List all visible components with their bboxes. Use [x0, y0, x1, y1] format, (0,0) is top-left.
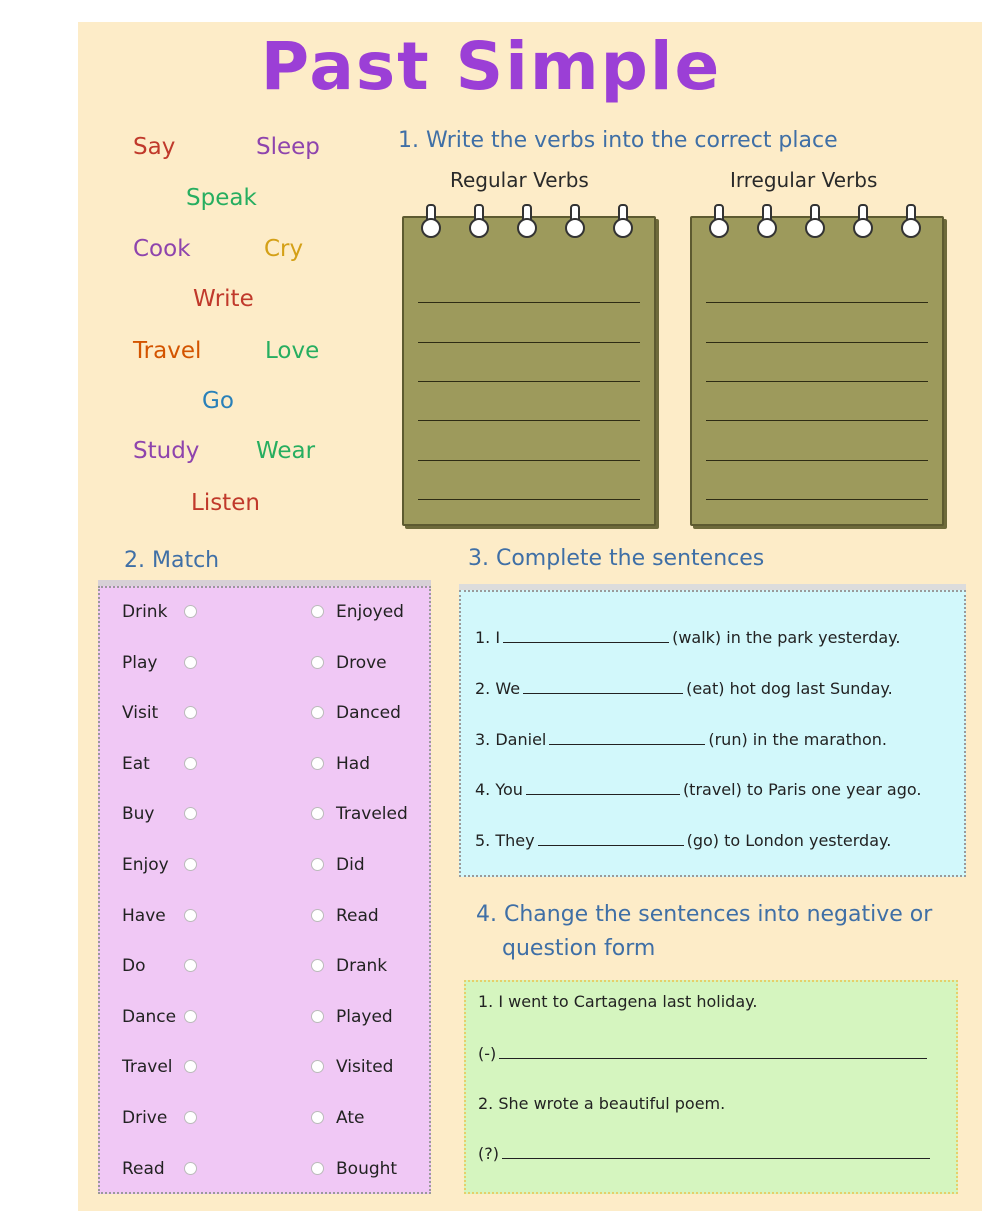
transform-box: [464, 980, 958, 1194]
ring-icon: [516, 204, 538, 238]
match-left-item: Visit: [122, 703, 159, 724]
answer-line[interactable]: [418, 499, 640, 500]
match-right-item: Danced: [336, 703, 401, 724]
ring-icon: [612, 204, 634, 238]
blank-input[interactable]: [523, 679, 683, 694]
match-left-item: Play: [122, 652, 158, 673]
match-left-item: Drink: [122, 602, 168, 622]
answer-line[interactable]: [706, 460, 928, 461]
word-speak: Speak: [186, 185, 257, 211]
word-wear: Wear: [256, 438, 316, 464]
ring-icon: [900, 204, 922, 238]
match-right-radio[interactable]: [311, 909, 324, 922]
answer-line[interactable]: [706, 420, 928, 421]
match-right-radio[interactable]: [311, 656, 324, 669]
sentence-3: 3. Daniel (run) in the marathon.: [475, 730, 888, 749]
word-study: Study: [133, 438, 200, 464]
prompt-item-2: (?): [478, 1144, 933, 1163]
match-right-item: Drove: [336, 652, 387, 673]
ring-icon: [708, 204, 730, 238]
match-right-radio[interactable]: [311, 706, 324, 719]
sentence-item-1: 1. I went to Cartagena last holiday.: [478, 992, 758, 1011]
match-left-radio[interactable]: [184, 757, 197, 770]
ring-icon: [564, 204, 586, 238]
complete-box: [459, 590, 966, 877]
answer-line[interactable]: [418, 381, 640, 382]
word-sleep: Sleep: [256, 134, 320, 160]
match-left-radio[interactable]: [184, 1010, 197, 1023]
match-right-radio[interactable]: [311, 858, 324, 871]
match-left-item: Have: [122, 905, 166, 926]
sentence-5: 5. They (go) to London yesterday.: [475, 831, 892, 850]
answer-line[interactable]: [418, 342, 640, 343]
match-left-radio[interactable]: [184, 858, 197, 871]
blank-input[interactable]: [526, 780, 680, 795]
ring-icon: [804, 204, 826, 238]
match-left-item: Drive: [122, 1108, 168, 1128]
match-left-item: Travel: [122, 1057, 173, 1078]
blank-input[interactable]: [503, 628, 669, 643]
match-right-item: Read: [336, 905, 379, 926]
page-title: Past Simple: [260, 28, 722, 105]
exercise4-heading-line2: question form: [502, 936, 656, 961]
word-cook: Cook: [133, 236, 191, 262]
match-left-radio[interactable]: [184, 605, 197, 618]
irregular-verbs-label: Irregular Verbs: [730, 168, 878, 192]
blank-input[interactable]: [538, 831, 684, 846]
match-right-radio[interactable]: [311, 605, 324, 618]
match-right-item: Enjoyed: [336, 602, 404, 622]
sentence-1: 1. I (walk) in the park yesterday.: [475, 628, 901, 647]
match-right-radio[interactable]: [311, 1010, 324, 1023]
word-listen: Listen: [191, 490, 260, 516]
answer-line[interactable]: [418, 302, 640, 303]
word-write: Write: [193, 286, 254, 312]
match-left-radio[interactable]: [184, 807, 197, 820]
regular-verbs-label: Regular Verbs: [450, 168, 589, 192]
answer-line[interactable]: [418, 420, 640, 421]
answer-input[interactable]: [499, 1044, 927, 1059]
exercise4-heading-line1: 4. Change the sentences into negative or: [476, 902, 933, 927]
match-right-radio[interactable]: [311, 1162, 324, 1175]
answer-line[interactable]: [706, 342, 928, 343]
word-love: Love: [265, 338, 320, 364]
match-left-item: Read: [122, 1158, 165, 1179]
match-left-item: Do: [122, 956, 146, 977]
match-left-item: Buy: [122, 804, 155, 825]
match-left-radio[interactable]: [184, 656, 197, 669]
ring-icon: [420, 204, 442, 238]
match-left-radio[interactable]: [184, 1111, 197, 1124]
answer-input[interactable]: [502, 1144, 930, 1159]
sentence-4: 4. You (travel) to Paris one year ago.: [475, 780, 922, 799]
ring-icon: [852, 204, 874, 238]
match-left-item: Enjoy: [122, 855, 169, 875]
match-right-item: Visited: [336, 1057, 394, 1078]
word-travel: Travel: [133, 338, 202, 364]
match-left-item: Eat: [122, 753, 150, 774]
match-right-item: Traveled: [336, 804, 408, 825]
prompt-item-1: (-): [478, 1044, 930, 1063]
match-right-radio[interactable]: [311, 1060, 324, 1073]
match-right-item: Bought: [336, 1158, 398, 1179]
match-right-item: Ate: [336, 1108, 365, 1128]
match-right-item: Drank: [336, 956, 388, 977]
exercise1-heading: 1. Write the verbs into the correct place: [398, 128, 838, 153]
match-right-item: Did: [336, 855, 365, 875]
word-cry: Cry: [264, 236, 304, 262]
ring-icon: [468, 204, 490, 238]
match-left-radio[interactable]: [184, 1060, 197, 1073]
answer-line[interactable]: [418, 460, 640, 461]
answer-line[interactable]: [706, 302, 928, 303]
match-left-item: Dance: [122, 1006, 177, 1027]
match-right-radio[interactable]: [311, 959, 324, 972]
match-left-radio[interactable]: [184, 1162, 197, 1175]
word-say: Say: [133, 134, 176, 160]
match-left-radio[interactable]: [184, 909, 197, 922]
match-left-radio[interactable]: [184, 706, 197, 719]
match-left-radio[interactable]: [184, 959, 197, 972]
irregular-verbs-notepad: [690, 216, 944, 526]
sentence-item-2: 2. She wrote a beautiful poem.: [478, 1094, 726, 1113]
word-go: Go: [202, 388, 234, 414]
match-box: [98, 586, 431, 1194]
match-right-radio[interactable]: [311, 1111, 324, 1124]
match-right-radio[interactable]: [311, 807, 324, 820]
match-right-radio[interactable]: [311, 757, 324, 770]
exercise2-heading: 2. Match: [124, 548, 220, 573]
sentence-2: 2. We (eat) hot dog last Sunday.: [475, 679, 893, 698]
ring-icon: [756, 204, 778, 238]
regular-verbs-notepad: [402, 216, 656, 526]
match-right-item: Played: [336, 1006, 393, 1027]
answer-line[interactable]: [706, 499, 928, 500]
match-right-item: Had: [336, 753, 370, 774]
exercise3-heading: 3. Complete the sentences: [468, 546, 765, 571]
answer-line[interactable]: [706, 381, 928, 382]
blank-input[interactable]: [549, 730, 705, 745]
